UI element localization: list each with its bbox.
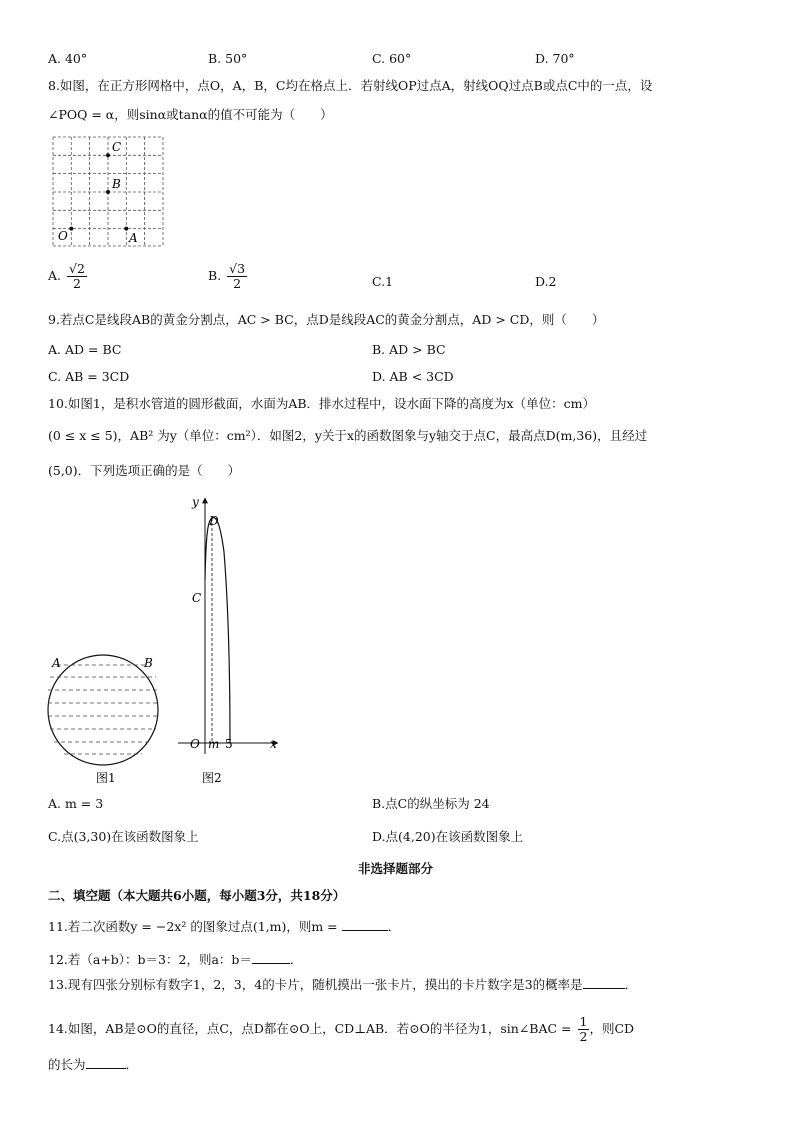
q11 <box>48 918 400 936</box>
fig1-label-b: B <box>144 656 153 670</box>
fig2-label-y: y <box>192 495 199 509</box>
fig2-label-5: 5 <box>225 737 233 751</box>
q9-option-c: C. AB = 3CD <box>48 369 130 384</box>
q10-option-c: C.点(3,30)在该函数图象上 <box>48 829 199 844</box>
q8-option-b <box>208 262 247 291</box>
q8-option-a-den: 2 <box>72 276 81 291</box>
q10-stem-line1: 10.如图1，是积水管道的圆形截面，水面为AB．排水过程中，设水面下降的高度为x（单位：cm） <box>48 396 595 411</box>
q10-figure1 <box>40 652 170 792</box>
q8-option-b-fraction <box>227 262 247 291</box>
function-curve <box>205 518 230 743</box>
q14-line2 <box>48 1056 138 1074</box>
q10-figure2 <box>172 492 287 792</box>
pipe-circle <box>48 655 158 765</box>
label-a: A <box>129 231 138 245</box>
fig2-label-d: D <box>209 514 219 528</box>
q14-den: 2 <box>579 1029 588 1044</box>
q10-option-d: D.点(4,20)在该函数图象上 <box>372 829 524 844</box>
q8-option-b-num: √3 <box>229 261 246 276</box>
q12-text: 12.若（a+b）：b＝3：2，则a：b＝ <box>48 952 252 967</box>
fig1-label-a: A <box>52 656 61 670</box>
q8-option-a-num: √2 <box>69 261 85 276</box>
label-c: C <box>112 140 122 154</box>
point-b <box>106 190 110 194</box>
q13 <box>48 976 637 994</box>
q10-stem-line3: (5,0)．下列选项正确的是（ ） <box>48 463 241 478</box>
q8-stem-line1: 8.如图，在正方形网格中，点O，A，B，C均在格点上．若射线OP过点A，射线OQ过点B或点C中的一点，设 <box>48 78 653 93</box>
fig2-label-x: x <box>270 737 277 751</box>
q10-option-b: B.点C的纵坐标为 24 <box>372 796 490 811</box>
q12-end: ． <box>289 952 303 967</box>
fig2-label-c: C <box>192 591 202 605</box>
q14-line1 <box>48 1015 634 1044</box>
q8-option-a-fraction <box>67 262 87 291</box>
q10-stem-line2: (0 ≤ x ≤ 5)，AB² 为y（单位：cm²）．如图2，y关于x的函数图象与y轴交于点C，最高点D(m,36)，且经过 <box>48 428 648 443</box>
q13-answer-blank[interactable] <box>583 976 625 989</box>
q11-text: 11.若二次函数y = −2x² 的图象过点(1,m)，则m = <box>48 919 338 934</box>
q10-option-a: A. m = 3 <box>48 796 104 811</box>
q14-text-b: ，则CD <box>589 1021 635 1036</box>
point-o <box>69 227 73 231</box>
label-b: B <box>112 177 121 191</box>
point-a <box>124 227 128 231</box>
q9-option-b: B. AD > BC <box>372 342 446 357</box>
q14-line2-text: 的长为 <box>48 1057 86 1072</box>
q9-option-a: A. AD = BC <box>48 342 122 357</box>
q9-option-d: D. AB < 3CD <box>372 369 454 384</box>
q7-option-d: D. 70° <box>535 51 575 66</box>
fig1-caption: 图1 <box>96 771 116 785</box>
q8-option-d: D.2 <box>535 274 557 289</box>
q14-answer-blank[interactable] <box>86 1056 126 1069</box>
q14-fraction <box>578 1015 590 1044</box>
section-title: 非选择题部分 <box>358 861 434 876</box>
fig2-label-m: m <box>208 737 220 751</box>
q14-end: ． <box>125 1057 139 1072</box>
label-o: O <box>58 229 68 243</box>
q13-text: 13.现有四张分别标有数字1，2，3，4的卡片，随机摸出一张卡片，摸出的卡片数字是3的概率是 <box>48 977 583 992</box>
q8-stem-line2: ∠POQ = α，则sinα或tanα的值不可能为（ ） <box>48 107 333 122</box>
q7-option-a: A. 40° <box>48 51 88 66</box>
q8-grid-figure <box>50 134 168 250</box>
q14-num: 1 <box>579 1014 588 1029</box>
q8-option-b-letter: B. <box>208 268 222 283</box>
q7-option-c: C. 60° <box>372 51 412 66</box>
q11-end: ． <box>387 919 401 934</box>
q7-option-b: B. 50° <box>208 51 248 66</box>
q12-answer-blank[interactable] <box>252 951 290 964</box>
q8-option-c: C.1 <box>372 274 394 289</box>
q12 <box>48 951 302 969</box>
point-c <box>106 153 110 157</box>
q13-end: ． <box>624 977 638 992</box>
q9-stem: 9.若点C是线段AB的黄金分割点，AC > BC，点D是线段AC的黄金分割点，AD > CD，则（ ） <box>48 312 605 327</box>
q11-answer-blank[interactable] <box>342 918 388 931</box>
fig2-label-o: O <box>190 737 200 751</box>
q8-option-a-letter: A. <box>48 268 62 283</box>
q14-text-a: 14.如图，AB是⊙O的直径，点C，点D都在⊙O上，CD⊥AB．若⊙O的半径为1，sin∠BAC = <box>48 1021 572 1036</box>
section-heading: 二、填空题（本大题共6小题，每小题3分，共18分） <box>48 888 346 903</box>
fig2-caption: 图2 <box>202 771 222 785</box>
q8-option-b-den: 2 <box>233 276 242 291</box>
q8-option-a <box>48 262 87 291</box>
